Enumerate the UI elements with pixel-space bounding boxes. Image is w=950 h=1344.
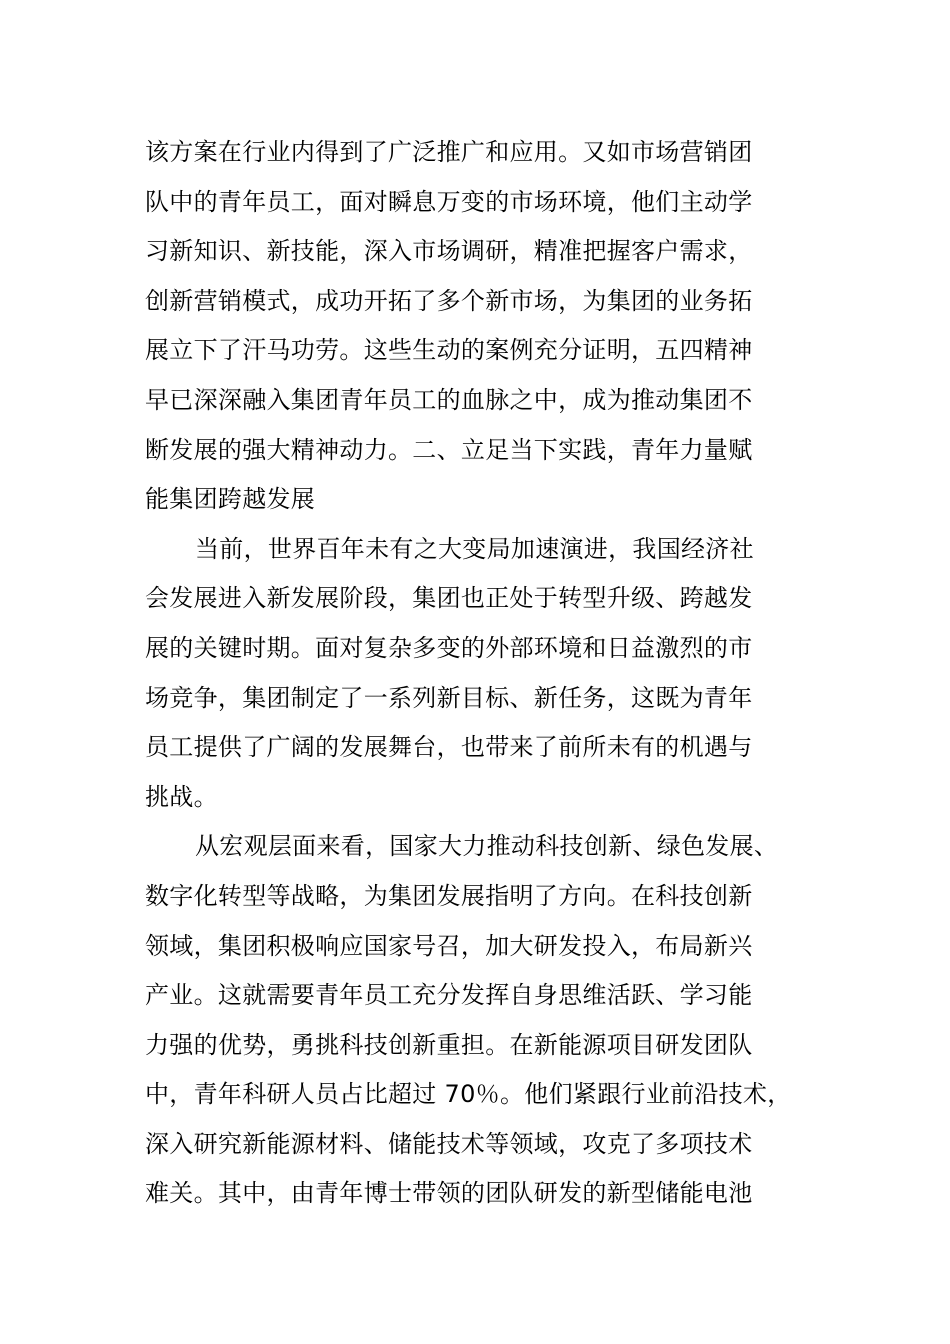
text-line: 习新知识、新技能，深入市场调研，精准把握客户需求， [145,237,753,266]
text-line: 数字化转型等战略，为集团发展指明了方向。在科技创新 [145,881,753,910]
text-line: 能集团跨越发展 [145,485,316,514]
text-line: 早已深深融入集团青年员工的血脉之中，成为推动集团不 [145,385,753,414]
text-line: 该方案在行业内得到了广泛推广和应用。又如市场营销团 [145,138,753,166]
text-line: 当前，世界百年未有之大变局加速演进，我国经济社 [195,534,754,563]
document-body [145,128,815,1219]
text-line: 从宏观层面来看，国家大力推动科技创新、绿色发展、 [195,832,779,861]
text-line: 场竞争，集团制定了一系列新目标、新任务，这既为青年 [145,683,753,712]
text-line: 员工提供了广阔的发展舞台，也带来了前所未有的机遇与 [145,733,753,762]
text-line: 深入研究新能源材料、储能技术等领域，攻克了多项技术 [145,1129,753,1158]
text-line: 挑战。 [145,782,218,811]
text-line: 会发展进入新发展阶段，集团也正处于转型升级、跨越发 [145,584,753,613]
text-line: 展的关键时期。面对复杂多变的外部环境和日益激烈的市 [145,633,753,662]
text-line: 难关。其中，由青年博士带领的团队研发的新型储能电池 [145,1179,753,1208]
text-line: 力强的优势，勇挑科技创新重担。在新能源项目研发团队 [145,1030,753,1059]
text-line: 断发展的强大精神动力。二、立足当下实践，青年力量赋 [145,435,753,464]
text-line: 创新营销模式，成功开拓了多个新市场，为集团的业务拓 [145,286,753,315]
text-line: 领域，集团积极响应国家号召，加大研发投入，布局新兴 [145,931,753,960]
text-line: 展立下了汗马功劳。这些生动的案例充分证明，五四精神 [145,336,753,365]
text-line: 产业。这就需要青年员工充分发挥自身思维活跃、学习能 [145,981,753,1010]
text-line: 队中的青年员工，面对瞬息万变的市场环境，他们主动学 [145,187,753,216]
text-line: 中，青年科研人员占比超过 70％。他们紧跟行业前沿技术， [145,1080,792,1109]
